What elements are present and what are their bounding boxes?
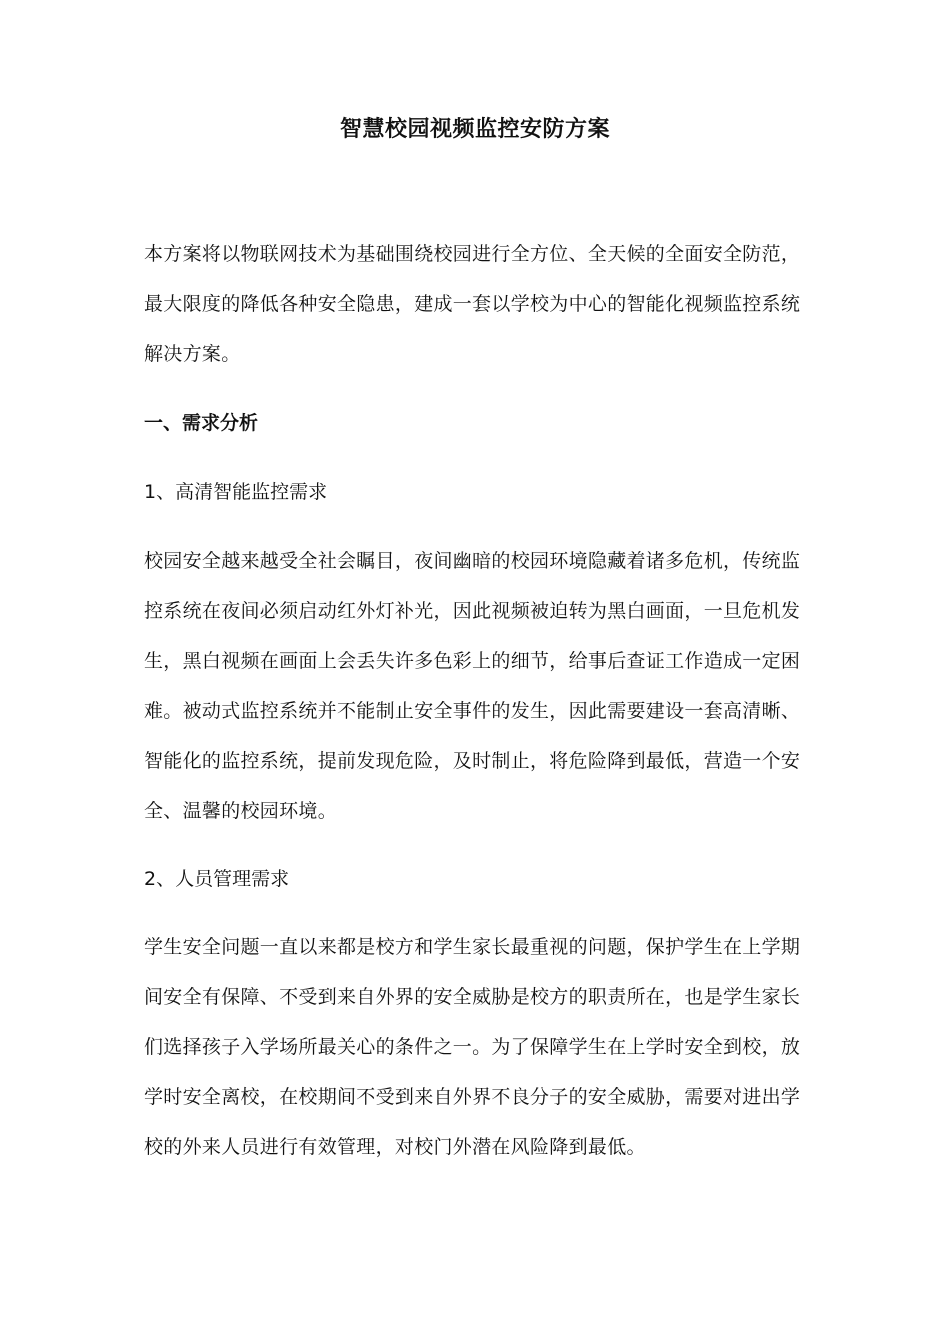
hd-monitoring-paragraph: 校园安全越来越受全社会瞩目，夜间幽暗的校园环境隐藏着诸多危机，传统监控系统在夜间必须启动红外灯补光，因此视频被迫转为黑白画面，一旦危机发生，黑白视频在画面上会丢失许多色彩上的细节，给事后查证工作造成一定困难。被动式监控系统并不能制止安全事件的发生，因此需要建设一套高清晰、智能化的监控系统，提前发现危险，及时制止，将危险降到最低，营造一个安全、温馨的校园环境。	[144, 550, 801, 822]
document-title: 智慧校园视频监控安防方案	[339, 117, 610, 142]
subsection-heading-personnel: 2、人员管理需求	[144, 868, 290, 890]
subsection-heading-hd-monitoring: 1、高清智能监控需求	[144, 481, 328, 503]
intro-paragraph: 本方案将以物联网技术为基础围绕校园进行全方位、全天候的全面安全防范，最大限度的降低各种安全隐患，建成一套以学校为中心的智能化视频监控系统解决方案。	[144, 243, 801, 365]
section-heading-requirements: 一、需求分析	[144, 412, 259, 434]
personnel-paragraph: 学生安全问题一直以来都是校方和学生家长最重视的问题，保护学生在上学期间安全有保障、不受到来自外界的安全威胁是校方的职责所在，也是学生家长们选择孩子入学场所最关心的条件之一。为了保障学生在上学时安全到校，放学时安全离校，在校期间不受到来自外界不良分子的安全威胁，需要对进出学校的外来人员进行有效管理，对校门外潜在风险降到最低。	[144, 936, 801, 1158]
